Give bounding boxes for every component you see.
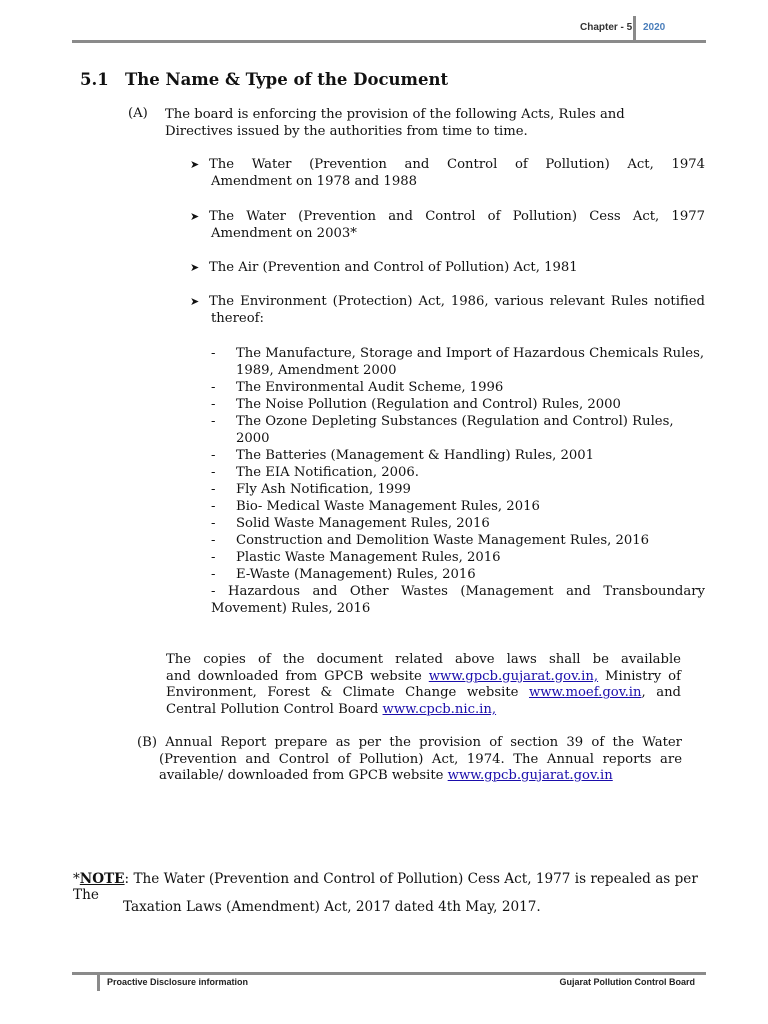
arrow-bullet-icon: ➤	[190, 158, 200, 171]
act-line1: The Air (Prevention and Control of Pollution) Act, 1981	[209, 260, 578, 275]
part-a-text: The board is enforcing the provision of the following Acts, Rules and Directives issued by the authorities from time to time.	[165, 107, 625, 139]
list-item: - Fly Ash Notification, 1999	[211, 482, 411, 497]
list-item: - Construction and Demolition Waste Management Rules, 2016	[211, 533, 650, 548]
footer-rule	[72, 972, 706, 975]
list-item: - The Environmental Audit Scheme, 1996	[211, 380, 504, 395]
act-line2: Amendment on 2003*	[211, 226, 357, 241]
list-item: - E-Waste (Management) Rules, 2016	[211, 567, 476, 582]
act-line2: thereof:	[211, 311, 264, 326]
gpcb-annual-report-link[interactable]: www.gpcb.gujarat.gov.in	[447, 768, 613, 783]
list-item: - The Ozone Depleting Substances (Regulation and Control) Rules, 2000	[211, 414, 674, 446]
header-rule	[72, 40, 706, 43]
list-item: - Solid Waste Management Rules, 2016	[211, 516, 490, 531]
act-line1: The Environment (Protection) Act, 1986, various relevant Rules notified	[209, 294, 705, 309]
arrow-bullet-icon: ➤	[190, 295, 200, 308]
list-item: - Bio- Medical Waste Management Rules, 2016	[211, 499, 540, 514]
header-chapter: Chapter - 5	[580, 22, 633, 33]
act-line1: The Water (Prevention and Control of Pollution) Act, 1974	[209, 157, 705, 172]
list-item: - Hazardous and Other Wastes (Management and Transboundary Movement) Rules, 2016	[211, 584, 705, 616]
list-item: - The Noise Pollution (Regulation and Control) Rules, 2000	[211, 397, 621, 412]
act-line2: Amendment on 1978 and 1988	[211, 174, 417, 189]
list-item: - The Batteries (Management & Handling) Rules, 2001	[211, 448, 595, 463]
note-line2: Taxation Laws (Amendment) Act, 2017 dated 4th May, 2017.	[123, 899, 541, 915]
gpcb-link[interactable]: www.gpcb.gujarat.gov.in,	[428, 668, 599, 684]
act-line1: The Water (Prevention and Control of Pollution) Cess Act, 1977	[209, 209, 705, 224]
footer-separator	[97, 975, 100, 991]
copies-paragraph: The copies of the document related above laws shall be available and downloaded from GPCB website www.gpcb.gujarat.gov.in, Ministry of Environment, Forest & Climate Change website www.moef.gov.in, and Central Pollution Control Board www.cpcb.nic.in,	[166, 652, 682, 717]
header-year: 2020	[643, 22, 666, 33]
section-title: The Name & Type of the Document	[125, 70, 449, 89]
note-label: NOTE	[79, 871, 125, 887]
footer-right: Gujarat Pollution Control Board	[559, 977, 695, 987]
header-separator	[633, 16, 636, 40]
arrow-bullet-icon: ➤	[190, 261, 200, 274]
rules-list	[211, 345, 705, 617]
act-item	[190, 259, 705, 276]
arrow-bullet-icon: ➤	[190, 210, 200, 223]
list-item: - Plastic Waste Management Rules, 2016	[211, 550, 501, 565]
act-item	[190, 293, 705, 327]
section-number: 5.1	[80, 70, 109, 89]
list-item: - The Manufacture, Storage and Import of Hazardous Chemicals Rules, 1989, Amendment 2000	[211, 346, 705, 378]
part-b-paragraph: (B) Annual Report prepare as per the provision of section 39 of the Water (Prevention and Control of Pollution) Act, 1974. The Annual reports are available/ downloaded from GPCB website www.gpcb.gujarat.gov.in	[137, 735, 682, 783]
list-item: - The EIA Notification, 2006.	[211, 465, 419, 480]
part-a-label: (A)	[128, 106, 148, 121]
act-item	[190, 156, 705, 190]
footer-left: Proactive Disclosure information	[107, 977, 249, 987]
moef-link[interactable]: www.moef.gov.in	[528, 685, 642, 700]
cpcb-link[interactable]: www.cpcb.nic.in,	[382, 701, 497, 717]
note-line1: *NOTE: The Water (Prevention and Control of Pollution) Cess Act, 1977 is repealed as per The	[73, 871, 698, 903]
act-item	[190, 208, 705, 242]
